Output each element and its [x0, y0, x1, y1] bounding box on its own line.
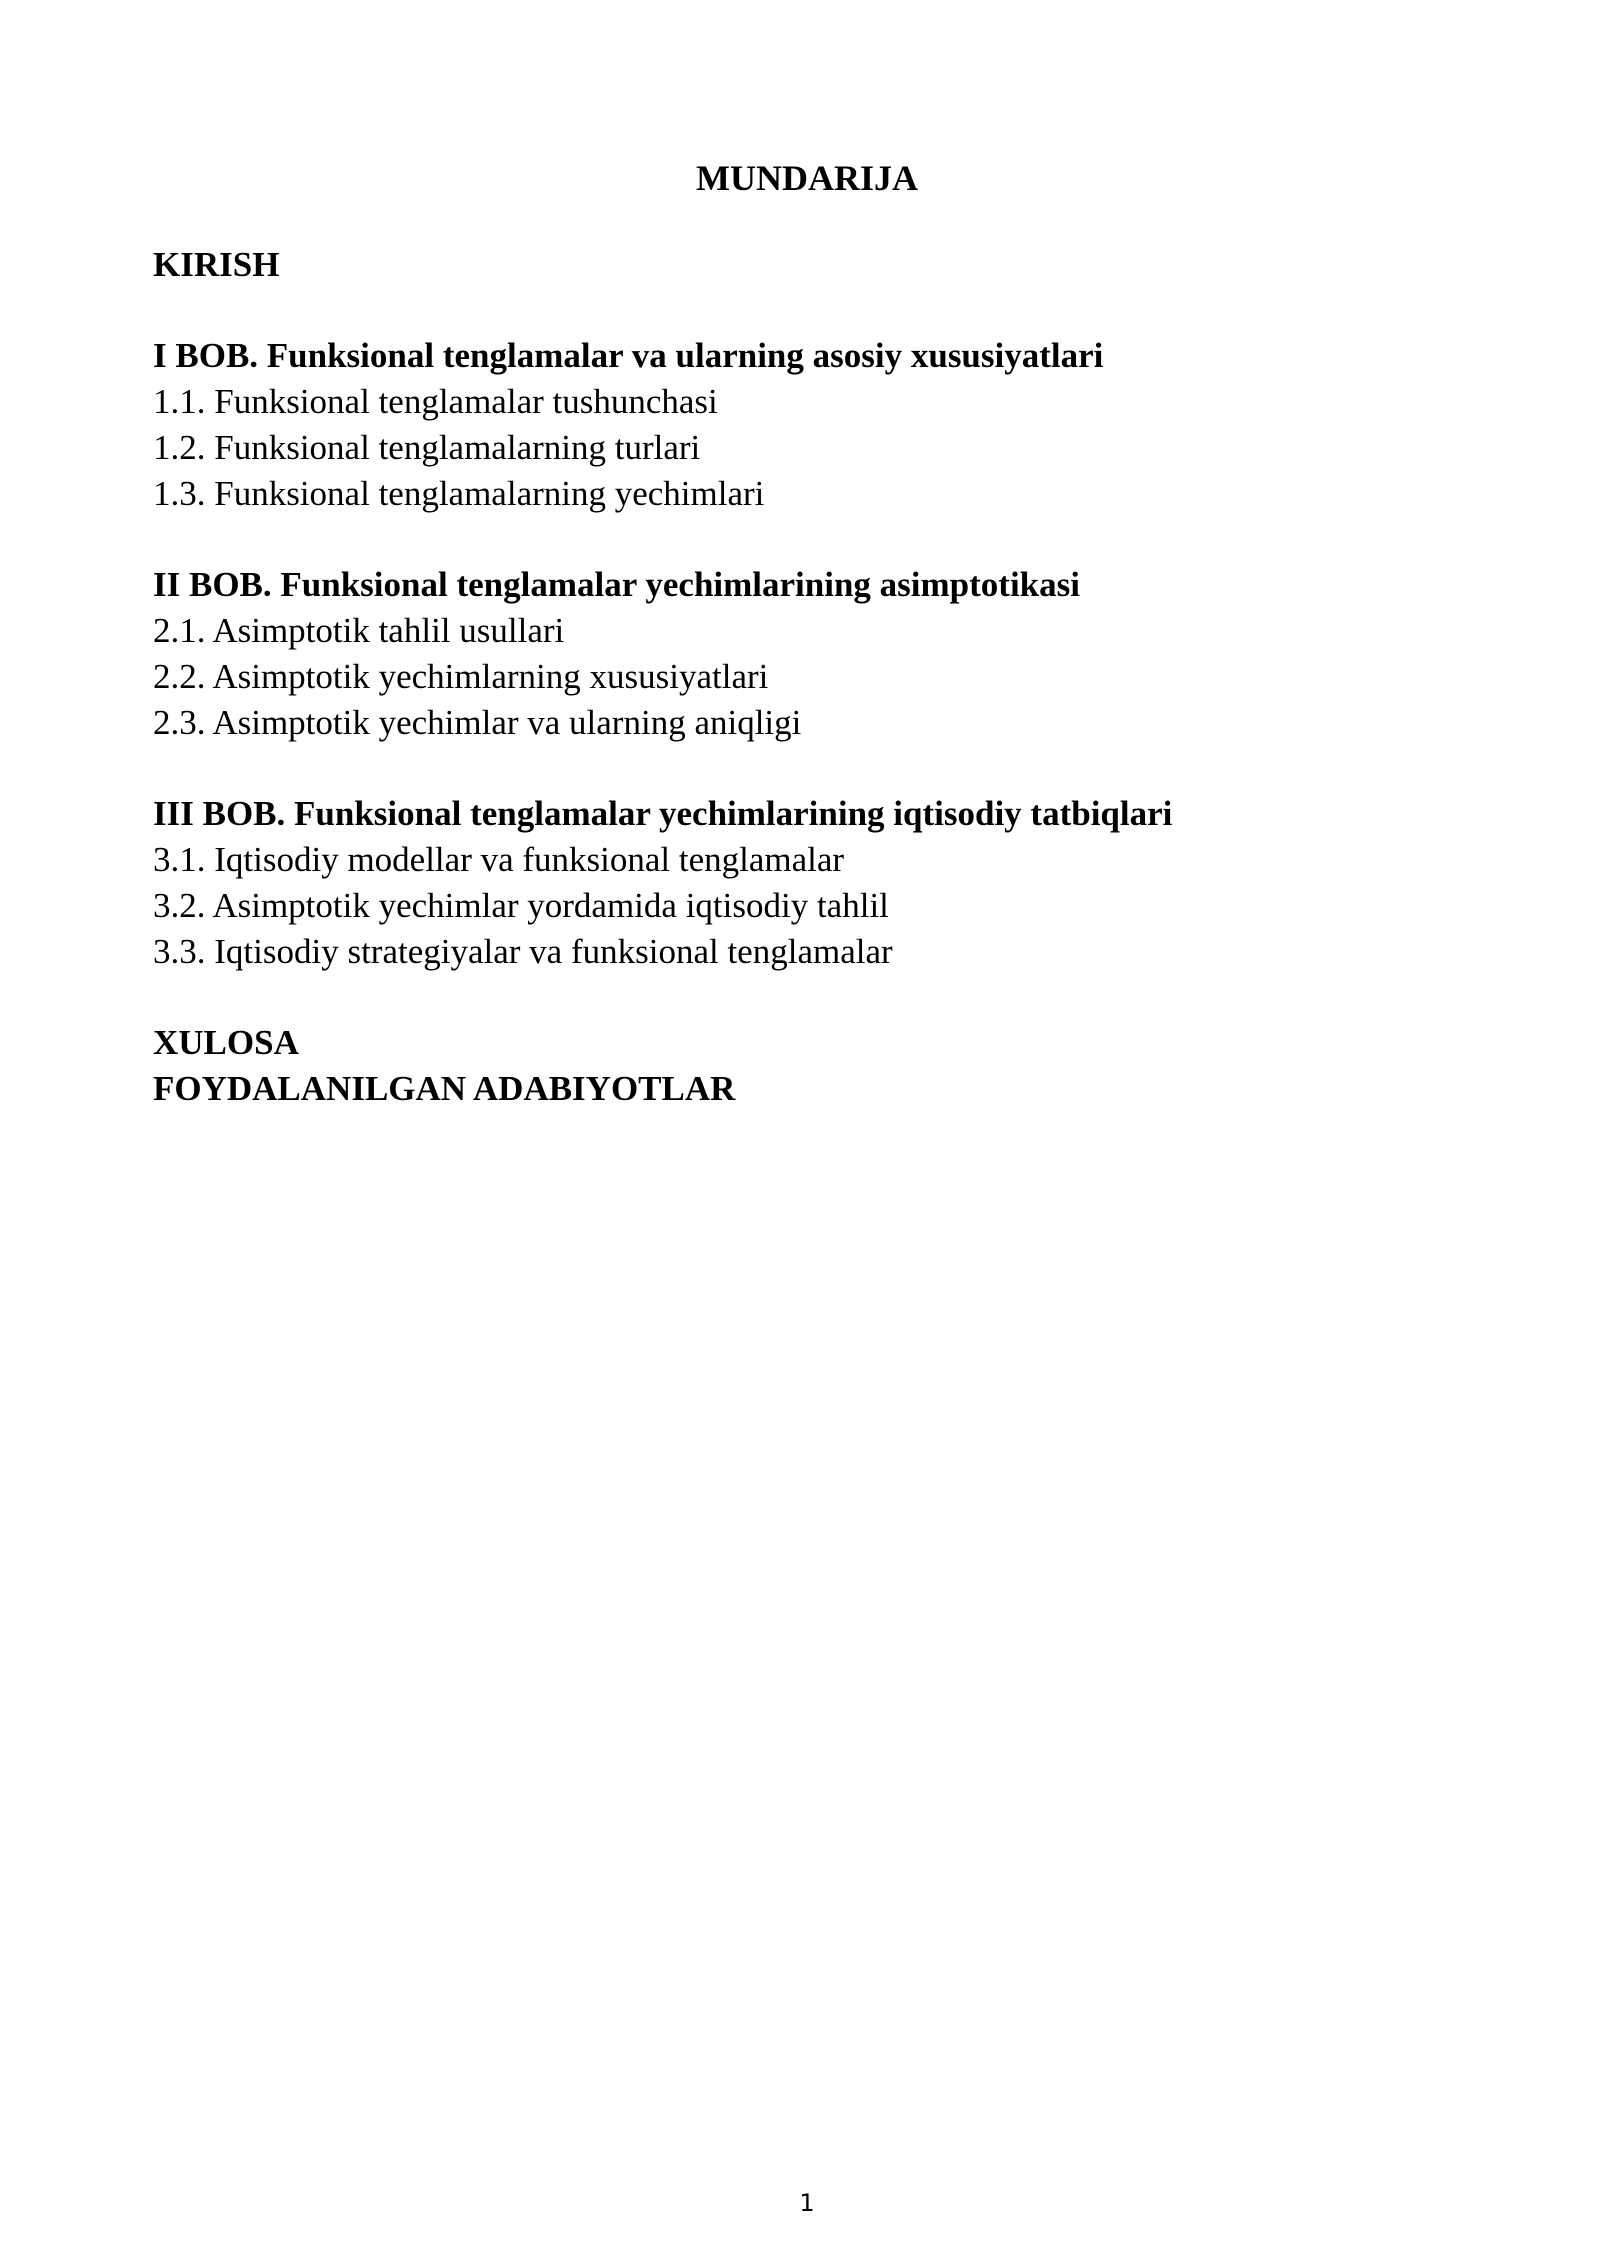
chapter-heading: I BOB. Funksional tenglamalar va ularning asosiy xususiyatlari	[153, 336, 1104, 375]
section-item: 1.3. Funksional tenglamalarning yechimlari	[153, 474, 765, 513]
section-item: 2.2. Asimptotik yechimlarning xususiyatlari	[153, 657, 769, 696]
toc-chapter-1	[153, 333, 1453, 517]
page-number: 1	[799, 2189, 815, 2217]
page-title: MUNDARIJA	[696, 158, 918, 198]
toc-conclusion: XULOSA	[153, 1023, 299, 1062]
toc-chapter-2	[153, 562, 1453, 746]
table-of-contents	[153, 242, 1453, 1112]
toc-closing	[153, 1020, 1453, 1112]
section-item: 2.1. Asimptotik tahlil usullari	[153, 611, 565, 650]
chapter-heading: III BOB. Funksional tenglamalar yechimlarining iqtisodiy tatbiqlari	[153, 794, 1173, 833]
chapter-heading: II BOB. Funksional tenglamalar yechimlarining asimptotikasi	[153, 565, 1080, 604]
toc-references: FOYDALANILGAN ADABIYOTLAR	[153, 1069, 736, 1108]
section-item: 1.2. Funksional tenglamalarning turlari	[153, 428, 701, 467]
section-item: 3.3. Iqtisodiy strategiyalar va funksional tenglamalar	[153, 932, 893, 971]
toc-chapter-3	[153, 791, 1453, 975]
section-item: 3.2. Asimptotik yechimlar yordamida iqtisodiy tahlil	[153, 886, 889, 925]
toc-intro: KIRISH	[153, 245, 280, 284]
section-item: 1.1. Funksional tenglamalar tushunchasi	[153, 382, 718, 421]
section-item: 3.1. Iqtisodiy modellar va funksional tenglamalar	[153, 840, 845, 879]
section-item: 2.3. Asimptotik yechimlar va ularning aniqligi	[153, 703, 802, 742]
